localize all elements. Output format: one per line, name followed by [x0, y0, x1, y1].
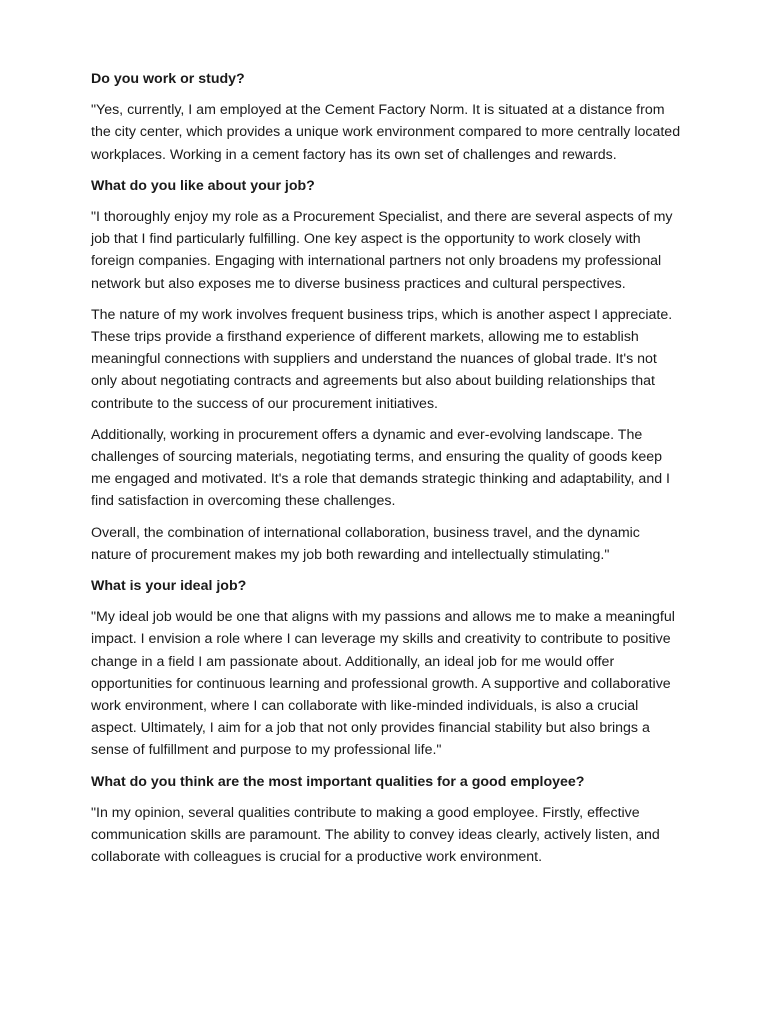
answer-paragraph: "Yes, currently, I am employed at the Cement Factory Norm. It is situated at a distance from the city center, which provides a unique work environment compared to more centrally located workplaces. Working in a cement factory has its own set of challenges and rewards. — [91, 102, 681, 163]
answer-paragraph: "I thoroughly enjoy my role as a Procurement Specialist, and there are several aspects of my job that I find particularly fulfilling. One key aspect is the opportunity to work closely with foreign companies. Engaging with international partners not only broadens my professional network but also exposes me to diverse business practices and cultural perspectives. — [91, 209, 673, 292]
answer-paragraph: The nature of my work involves frequent business trips, which is another aspect I appreciate. These trips provide a firsthand experience of different markets, allowing me to establish meaningful connections with suppliers and understand the nuances of global trade. It's not only about negotiating contracts and agreements but also about building relationships that contribute to the success of our procurement initiatives. — [91, 306, 673, 412]
question-heading: What is your ideal job? — [91, 578, 247, 595]
answer-paragraph: Overall, the combination of international collaboration, business travel, and the dynamic nature of procurement makes my job both rewarding and intellectually stimulating." — [91, 524, 640, 563]
question-heading: What do you like about your job? — [91, 177, 315, 194]
answer-paragraph: Additionally, working in procurement offers a dynamic and ever-evolving landscape. The challenges of sourcing materials, negotiating terms, and ensuring the quality of goods keep me engaged and motivated. It's a role that demands strategic thinking and adaptability, and I find satisfaction in overcoming these challenges. — [91, 426, 670, 510]
question-heading: Do you work or study? — [91, 71, 245, 87]
answer-paragraph: "My ideal job would be one that aligns with my passions and allows me to make a meaningful impact. I envision a role where I can leverage my skills and creativity to contribute to positive change in a field I am passionate about. Additionally, an ideal job for me would offer opportunities for continuous learning and professional growth. A supportive and collaborative work environment, where I can collaborate with like-minded individuals, is also a crucial aspect. Ultimately, I aim for a job that not only provides financial stability but also brings a sense of fulfillment and purpose to my professional life." — [91, 609, 675, 759]
answer-paragraph: "In my opinion, several qualities contribute to making a good employee. Firstly, effective communication skills are paramount. The ability to convey ideas clearly, actively listen, and collaborate with colleagues is crucial for a productive work environment. — [91, 804, 660, 866]
question-heading: What do you think are the most important qualities for a good employee? — [91, 773, 585, 790]
document-page — [91, 68, 683, 878]
